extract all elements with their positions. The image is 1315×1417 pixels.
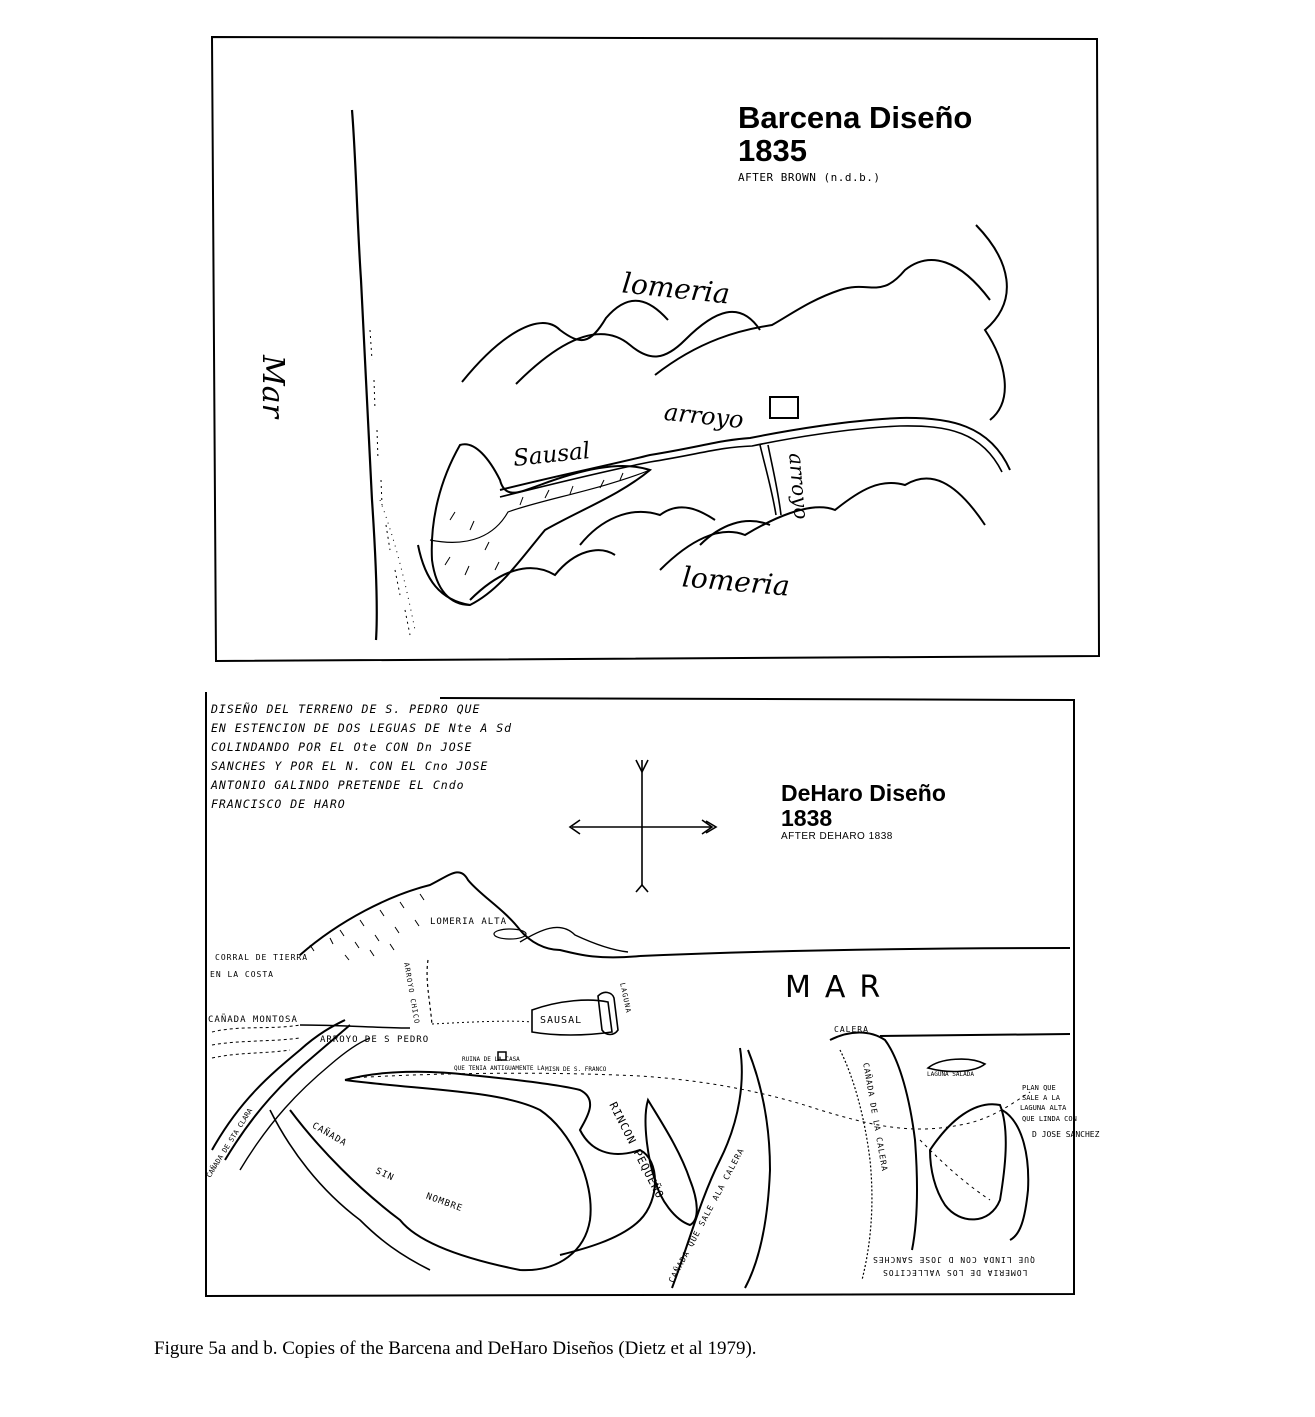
deharo-road — [350, 1073, 1030, 1129]
deharo-label-arroyo-chico: ARROYO CHICO — [402, 962, 421, 1026]
deharo-arroyo-s-pedro — [300, 1025, 410, 1028]
deharo-year: 1838 — [781, 805, 833, 831]
deharo-map — [0, 680, 1315, 1310]
deharo-label-laguna: LAGUNA — [618, 982, 633, 1015]
deharo-label-canada-montosa: CAÑADA MONTOSA — [208, 1015, 298, 1025]
barcena-map — [0, 0, 1315, 670]
deharo-valley-west — [270, 1110, 430, 1270]
barcena-arroyo-side — [760, 445, 776, 515]
deharo-label-canada-sale: CAÑADA QUE SALE ALA CALERA — [667, 1146, 746, 1285]
deharo-label-ruina-1: RUINA DE LA CASA — [462, 1056, 520, 1063]
deharo-label-canada-sin-nombre-3: NOMBRE — [424, 1191, 465, 1215]
barcena-hill — [462, 301, 668, 382]
deharo-arroyo-link — [432, 1021, 532, 1024]
barcena-title-block — [738, 102, 972, 183]
deharo-laguna — [598, 992, 618, 1034]
barcena-label-lomeria-top: lomeria — [620, 266, 732, 311]
barcena-hill — [580, 507, 715, 545]
deharo-label-lomeria-alta: LOMERIA ALTA — [430, 917, 508, 927]
barcena-hill — [976, 225, 1007, 420]
deharo-label-ruina-3: MISN DE S. FRANCO — [545, 1066, 607, 1073]
deharo-label-sausal: SAUSAL — [540, 1015, 583, 1026]
deharo-label-corral-2: EN LA COSTA — [210, 970, 274, 979]
barcena-label-mar: Mar — [255, 355, 290, 418]
barcena-label-sausal: Sausal — [511, 438, 592, 472]
deharo-legend-line: EN ESTENCION DE DOS LEGUAS DE Nte A Sd — [211, 721, 513, 735]
deharo-canada-calera-band-b — [745, 1050, 770, 1288]
deharo-label-canada-sin-nombre-2: SIN — [373, 1166, 396, 1184]
barcena-label-arroyo-side: arroyo — [784, 452, 814, 521]
deharo-legend-line: ANTONIO GALINDO PRETENDE EL Cndo — [211, 778, 465, 792]
deharo-west-hatch — [212, 1025, 300, 1058]
deharo-compass-rose — [570, 760, 716, 892]
deharo-shoreline — [640, 948, 1070, 956]
deharo-label-laguna-salada: LAGUNA SALADA — [927, 1071, 974, 1078]
deharo-legend — [211, 700, 512, 814]
deharo-label-plan-4: QUE LINDA CON — [1022, 1115, 1077, 1123]
barcena-sausal-lower — [418, 545, 470, 605]
deharo-label-rincon-pequeno: RINCON PEQUEÑO — [606, 1100, 667, 1201]
deharo-legend-line: FRANCISCO DE HARO — [211, 797, 346, 811]
deharo-label-vallecitos-2: QUE LINDA CON D JOSE SANCHES — [872, 1255, 1035, 1264]
figure-caption: Figure 5a and b. Copies of the Barcena and DeHaro Diseños (Dietz et al 1979). — [154, 1338, 757, 1359]
deharo-calera-shore — [830, 1033, 917, 1251]
deharo-label-canada-sin-nombre-1: CAÑADA — [310, 1121, 349, 1149]
deharo-valley-rincon — [345, 1072, 655, 1255]
deharo-label-plan-1: PLAN QUE — [1022, 1084, 1056, 1092]
deharo-legend-line: SANCHES Y POR EL N. CON EL Cno JOSE — [211, 759, 489, 773]
deharo-label-ruina-2: QUE TENIA ANTIGUAMENTE LA — [454, 1065, 545, 1072]
deharo-lomeria-alta — [300, 872, 640, 957]
deharo-label-canada-sta-clara: CAÑADA DE STA CLARA — [205, 1107, 255, 1180]
deharo-label-canada-calera: CAÑADA DE LA CALERA — [861, 1062, 890, 1173]
barcena-coastline — [352, 110, 377, 640]
barcena-hill — [660, 478, 985, 570]
deharo-arroyo-chico — [427, 960, 432, 1025]
deharo-plan-valley — [930, 1104, 1006, 1219]
deharo-title: DeHaro Diseño — [781, 780, 946, 806]
barcena-label-arroyo-main: arroyo — [662, 397, 745, 435]
deharo-label-plan-2: SALE A LA — [1022, 1094, 1060, 1102]
deharo-title-block — [781, 782, 946, 842]
barcena-year: 1835 — [738, 133, 807, 168]
deharo-label-plan-3: LAGUNA ALTA — [1020, 1104, 1067, 1112]
deharo-shoreline-south — [880, 1034, 1070, 1036]
barcena-structure-marker — [770, 397, 798, 418]
deharo-laguna-salada — [928, 1059, 985, 1071]
barcena-map-drawing — [0, 0, 1315, 670]
deharo-hill-rincon — [646, 1100, 697, 1225]
deharo-legend-line: DISEÑO DEL TERRENO DE S. PEDRO QUE — [211, 702, 481, 716]
deharo-label-corral-1: CORRAL DE TIERRA — [215, 953, 309, 962]
barcena-credit: AFTER BROWN (n.d.b.) — [738, 171, 881, 184]
deharo-lomeria-pond — [494, 929, 526, 939]
barcena-label-lomeria-bottom: lomeria — [680, 560, 792, 603]
deharo-lomeria-inner — [520, 927, 628, 952]
deharo-credit: AFTER DEHARO 1838 — [781, 831, 893, 842]
deharo-label-vallecitos-1: LOMERIA DE LOS VALLECITOS — [882, 1268, 1028, 1277]
deharo-valley-sin-nombre — [290, 1080, 591, 1270]
deharo-label-calera: CALERA — [834, 1025, 869, 1034]
deharo-label-plan-5: D JOSE SANCHEZ — [1032, 1130, 1100, 1139]
barcena-title: Barcena Diseño — [738, 100, 973, 135]
barcena-hill — [516, 312, 760, 384]
deharo-map-drawing — [0, 680, 1315, 1310]
deharo-legend-line: COLINDANDO POR EL Ote CON Dn JOSE — [211, 740, 473, 754]
deharo-label-arroyo-s-pedro: ARROYO DE S PEDRO — [320, 1035, 430, 1045]
barcena-hill — [470, 550, 615, 600]
deharo-ridge-hatch — [310, 894, 424, 960]
deharo-canada-sta-clara-c — [240, 1038, 370, 1170]
barcena-surf-outer — [380, 500, 415, 630]
deharo-label-mar: MAR — [785, 970, 895, 1005]
